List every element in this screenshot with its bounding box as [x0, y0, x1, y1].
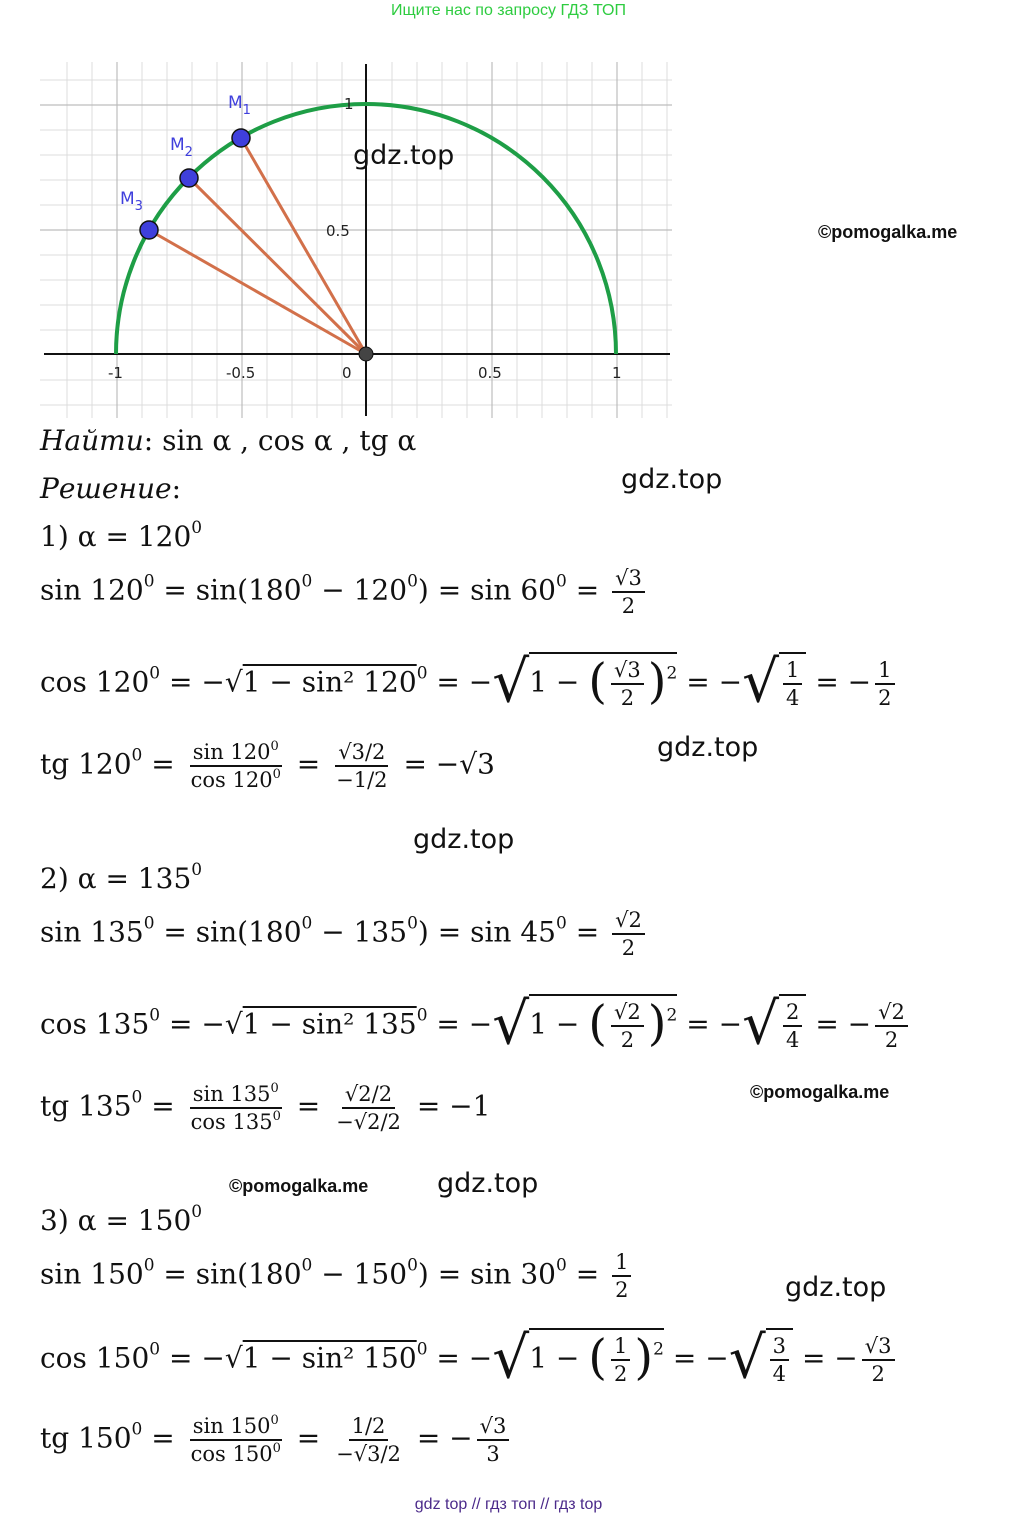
- watermark-gdz: gdz.top: [621, 464, 723, 495]
- point-m2: [180, 169, 198, 187]
- x-tick: 1: [612, 364, 622, 382]
- point-m3: [140, 221, 158, 239]
- point-m1: [232, 129, 250, 147]
- part2-cos-line: $\cos 135^0 = -√1 - \sin^2$ $135^0 = -√1$ − ( $\frac{√2}{2}$ )$^2$ = −√ $\frac{2}{4}$ = − $\frac{√2}{2}$: [40, 994, 912, 1052]
- part1-sin-line: $\sin 120^0 = \sin(180^0 - 120^0) = \sin 60^0$ = $\frac{√3}{2}$: [40, 566, 649, 618]
- watermark-gdz: gdz.top: [785, 1272, 887, 1303]
- x-tick: -1: [108, 364, 123, 382]
- watermark-gdz: gdz.top: [657, 732, 759, 763]
- part3-tg-line: tg $150^0$ = $\frac{\sin 150^0}{\cos 150^0}$ = $\frac{1/2}{-√3/2}$ = − $\frac{√3}{3}$: [40, 1414, 513, 1466]
- watermark-gdz: gdz.top: [413, 824, 515, 855]
- task-solution: Решение:: [40, 472, 181, 505]
- x-tick: 0.5: [478, 364, 502, 382]
- fraction: $\frac{√3}{2}$: [612, 566, 645, 618]
- find-expression: : sin α , cos α , tg α: [143, 424, 417, 457]
- fraction: $\frac{√2}{2}$: [612, 908, 645, 960]
- watermark-pomogalka: ©pomogalka.me: [750, 1082, 890, 1102]
- x-tick: 0: [342, 364, 352, 382]
- header-search-link[interactable]: Ищите нас по запросу ГДЗ ТОП: [391, 2, 626, 19]
- radius-segments: [149, 138, 366, 354]
- fraction: $\frac{1}{2}$: [612, 1250, 631, 1302]
- grid-major: [40, 62, 672, 418]
- task-find: [40, 424, 416, 457]
- unit-circle-graph: [40, 62, 672, 418]
- label-m1: $M_1$: [228, 93, 251, 118]
- part3-cos-line: $\cos 150^0 = -√1 - \sin^2$ $150^0 = -√1$ − ( $\frac{1}{2}$ )$^2$ = −√ $\frac{3}{4}$ = − $\frac{√3}{2}$: [40, 1328, 899, 1386]
- part1-cos-line: $\cos 120^0 = -√1 - \sin^2$ $120^0 = -√1$ − ( $\frac{√3}{2}$ )$^2$ = −√ $\frac{1}{4}$ = − $\frac{1}{2}$: [40, 652, 899, 710]
- label-m3: $M_3$: [120, 189, 143, 214]
- watermark-pomogalka: ©pomogalka.me: [818, 222, 958, 242]
- part2-sin-line: $\sin 135^0 = \sin(180^0 - 135^0) = \sin 45^0$ = $\frac{√2}{2}$: [40, 908, 649, 960]
- solution-label: Решение: [40, 472, 172, 505]
- part3-sin-line: $\sin 150^0 = \sin(180^0 - 150^0) = \sin 30^0$ = $\frac{1}{2}$: [40, 1250, 635, 1302]
- grid: [40, 62, 672, 418]
- find-label: Найти: [40, 424, 144, 457]
- part2-tg-line: tg $135^0$ = $\frac{\sin 135^0}{\cos 135^0}$ = $\frac{√2/2}{-√2/2}$ = −1: [40, 1081, 491, 1135]
- y-tick: 0.5: [326, 222, 350, 240]
- part1-heading: 1) $\alpha = 120^0$: [40, 518, 203, 553]
- watermark-gdz: gdz.top: [437, 1168, 539, 1199]
- label-m2: $M_2$: [170, 135, 193, 160]
- y-tick: 1: [344, 95, 354, 113]
- origin-point: [359, 347, 373, 361]
- part3-heading: 3) $\alpha = 150^0$: [40, 1202, 203, 1237]
- footer-links[interactable]: gdz top // гдз топ // гдз top: [414, 1496, 603, 1513]
- part2-heading: 2) $\alpha = 135^0$: [40, 860, 203, 895]
- watermark-gdz: gdz.top: [353, 140, 455, 171]
- part1-tg-line: tg $120^0$ = $\frac{\sin 120^0}{\cos 120^0}$ = $\frac{√3/2}{-1/2}$ = −√3: [40, 739, 495, 793]
- watermark-pomogalka: ©pomogalka.me: [229, 1176, 369, 1196]
- x-tick: -0.5: [226, 364, 256, 382]
